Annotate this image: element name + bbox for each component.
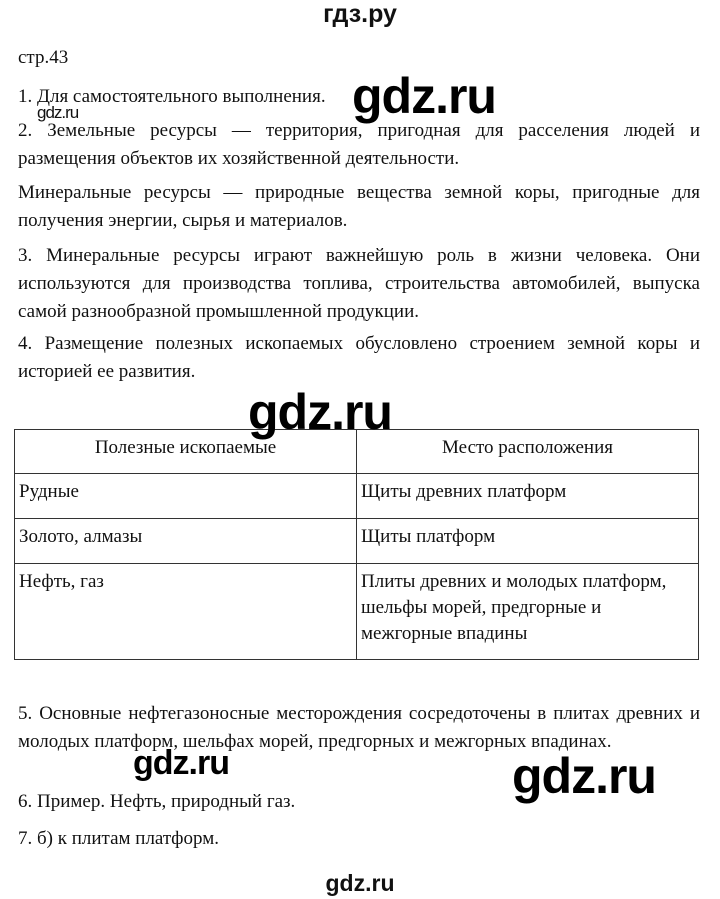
watermark-logo: gdz.ru (248, 384, 392, 440)
table-row (15, 564, 699, 660)
table-cell-mineral: Нефть, газ (15, 564, 357, 660)
answer-1: 1. Для самостоятельного выполнения. (18, 86, 326, 107)
site-title: гдз.ру (323, 0, 397, 28)
watermark-logo: gdz.ru (352, 68, 496, 124)
footer-watermark: gdz.ru (325, 870, 395, 896)
table-cell-location: Плиты древних и молодых платформ, шельфы морей, предгорные и межгорные впадины (357, 564, 699, 660)
answer-2-land-resources: 2. Земельные ресурсы — территория, пригодная для расселения людей и размещения объектов их хозяйственной деятельности. (18, 120, 700, 169)
answer-4: 4. Размещение полезных ископаемых обусловлено строением земной коры и историей ее развития. (18, 333, 700, 382)
table-row (15, 474, 699, 519)
watermark-logo-small: gdz.ru (37, 103, 79, 122)
table-cell-mineral: Рудные (15, 474, 357, 519)
table-row (15, 519, 699, 564)
answer-6: 6. Пример. Нефть, природный газ. (18, 791, 296, 812)
answer-2-mineral-resources: Минеральные ресурсы — природные вещества земной коры, пригодные для получения энергии, сырья и материалов. (18, 182, 700, 231)
column-header-minerals: Полезные ископаемые (15, 430, 357, 474)
table-cell-location: Щиты древних платформ (357, 474, 699, 519)
answer-3: 3. Минеральные ресурсы играют важнейшую роль в жизни человека. Они используются для производства топлива, строительства автомобилей, выпуска самой разнообразной промышленной продукции. (18, 245, 700, 322)
watermark-logo: gdz.ru (512, 748, 656, 804)
table-cell-mineral: Золото, алмазы (15, 519, 357, 564)
answer-5: 5. Основные нефтегазоносные месторождения сосредоточены в плитах древних и молодых платформ, шельфах морей, предгорных и межгорных впадинах. (18, 703, 700, 752)
page-reference: стр.43 (18, 47, 69, 68)
watermark-logo: gdz.ru (133, 744, 229, 782)
column-header-location: Место расположения (357, 430, 699, 474)
minerals-table (14, 429, 699, 660)
answer-7: 7. б) к плитам платформ. (18, 828, 219, 849)
table-cell-location: Щиты платформ (357, 519, 699, 564)
